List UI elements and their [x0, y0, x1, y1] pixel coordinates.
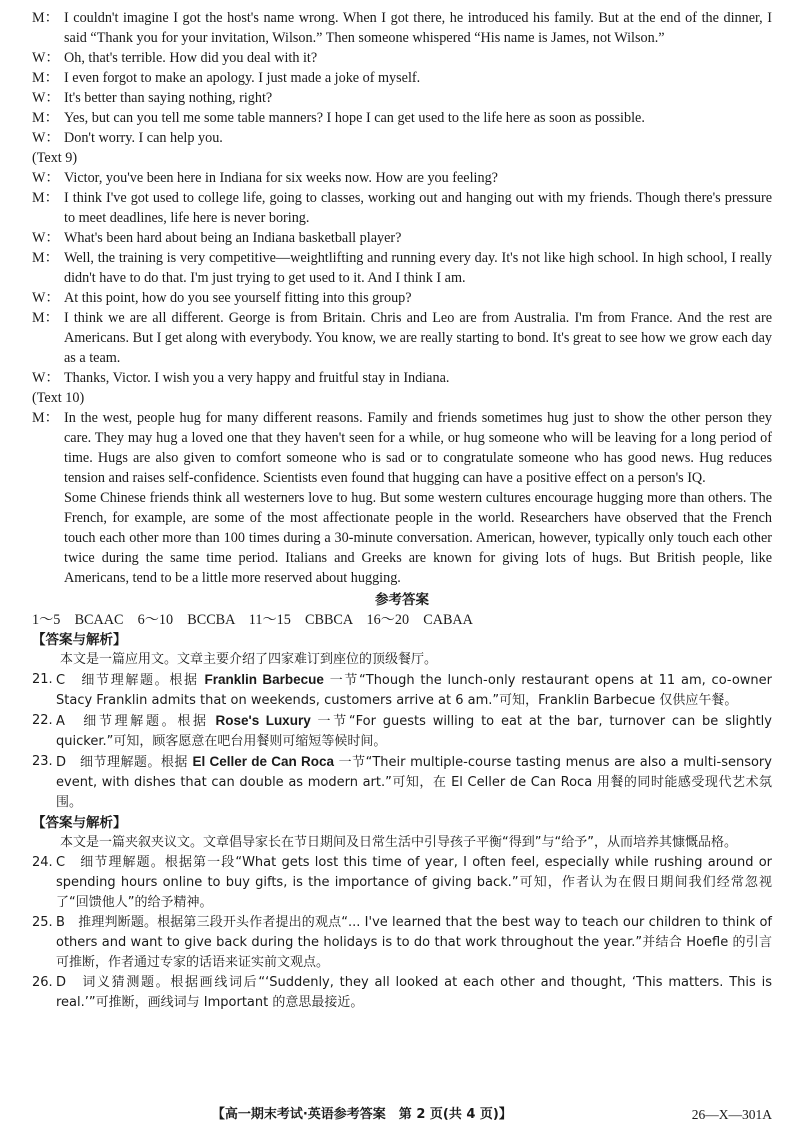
- dialog-line: [32, 168, 772, 188]
- explanation-text: 一节“Though the lunch-only restaurant opens at 11 am, co-owner Stacy Franklin admits that on weekends, customers arrive at 6 am.”可知，Franklin Barbecue 仅供应午餐。: [56, 673, 772, 708]
- explanation-text: B 推理判断题。根据第三段开头作者提出的观点“... I've learned that the best way to teach our children to think of others and want to give back during the holidays is to do that work throughout the year.”并结合 Hoefle 的引言可推断，作者通过专家的话语来证实前文观点。: [56, 915, 772, 970]
- text10-label: (Text 10): [32, 390, 85, 406]
- dialog-text: Victor, you've been here in Indiana for six weeks now. How are you feeling?: [64, 170, 498, 186]
- footer-title: 【高一期末考试·英语参考答案 第 2 页(共 4 页)】: [211, 1107, 512, 1122]
- dialog-line: [32, 188, 772, 228]
- dialog-text: What's been hard about being an Indiana basketball player?: [64, 230, 402, 246]
- section-b-header: 【答案与解析】: [32, 815, 127, 831]
- speaker-label: M：: [32, 110, 59, 126]
- dialog-line: [32, 8, 772, 48]
- speaker-label: W：: [32, 170, 60, 186]
- speaker-label: W：: [32, 370, 60, 386]
- answer-explanation-item: [32, 752, 772, 813]
- section-keyword: Rose's Luxury: [215, 713, 311, 728]
- answer-title: 参考答案: [375, 592, 429, 608]
- section-a-intro: 本文是一篇应用文。文章主要介绍了四家难订到座位的顶级餐厅。: [60, 652, 438, 667]
- dialog-text9: [32, 168, 772, 388]
- dialog-text: Don't worry. I can help you.: [64, 130, 223, 146]
- explanation-text: C 细节理解题。根据第一段“What gets lost this time of year, I often feel, especially while rushing around or spending hours online to buy gifts, is the importance of giving back.”可知，作者认为在假日期间我们经常忽视了“回馈他人”的给予精神。: [56, 855, 772, 910]
- answer-explanation-item: [32, 853, 772, 913]
- explanation-text: 一节“For guests willing to eat at the bar, turnover can be slightly quicker.”可知，顾客愿意在吧台用餐则可缩短等候时间。: [56, 714, 772, 749]
- explanation-text: D 词义猜测题。根据画线词后“‘Suddenly, they all looked at each other and thought, ‘This matters. This is real.’”可推断，画线词与 Important 的意思最接近。: [56, 975, 772, 1010]
- speaker-label: W：: [32, 130, 60, 146]
- text10-passage: [32, 408, 772, 588]
- dialog-line: [32, 288, 772, 308]
- dialog-line: [32, 308, 772, 368]
- explanation-text: D 细节理解题。根据: [56, 755, 193, 770]
- speaker-label: M：: [32, 310, 59, 326]
- dialog-text: I even forgot to make an apology. I just made a joke of myself.: [64, 70, 421, 86]
- answer-explanation-item: [32, 670, 772, 711]
- question-number: 24.: [32, 855, 53, 870]
- answer-key: 1～5 BCAAC 6～10 BCCBA 11～15 CBBCA 16～20 CABAA: [32, 612, 473, 628]
- text10-para2: Some Chinese friends think all westerners love to hug. But some western cultures encourage hugging more than others. The French, for example, are some of the most affectionate people in the world. Researchers have observed that the French touch each other more than 100 times during a 30-minute conversation. American, however, typically only touch each other twice during the same time period. Italians and Greeks are known for giving lots of hugs. But British people, like Americans, tend to be a little more reserved about hugging.: [64, 490, 772, 586]
- text10-speaker: M：: [32, 410, 59, 426]
- dialog-line: [32, 108, 772, 128]
- page-footer: [32, 1105, 772, 1125]
- dialog-line: [32, 128, 772, 148]
- question-number: 22.: [32, 713, 53, 728]
- speaker-label: W：: [32, 90, 60, 106]
- dialog-top: [32, 8, 772, 148]
- dialog-text: It's better than saying nothing, right?: [64, 90, 273, 106]
- answer-explanation-item: [32, 711, 772, 752]
- question-number: 25.: [32, 915, 53, 930]
- explanation-text: 一节“Their multiple-course tasting menus are also a multi-sensory event, with dishes that can double as modern art.”可知，在 El Celler de Can Roca 用餐的同时能感受现代艺术氛围。: [56, 755, 772, 810]
- dialog-text: At this point, how do you see yourself fitting into this group?: [64, 290, 412, 306]
- dialog-text: I think we are all different. George is from Britain. Chris and Leo are from Australia. I'm from France. And the rest are Americans. But I get along with everybody. You know, we are really starting to bond. It's great to see how we grow each day as a team.: [64, 310, 772, 366]
- dialog-line: [32, 88, 772, 108]
- dialog-text: Oh, that's terrible. How did you deal with it?: [64, 50, 318, 66]
- speaker-label: M：: [32, 70, 59, 86]
- speaker-label: W：: [32, 50, 60, 66]
- speaker-label: M：: [32, 190, 59, 206]
- speaker-label: M：: [32, 10, 59, 26]
- dialog-line: [32, 248, 772, 288]
- dialog-line: [32, 368, 772, 388]
- answer-explanation-item: [32, 913, 772, 973]
- question-number: 26.: [32, 975, 53, 990]
- dialog-text: Yes, but can you tell me some table manners? I hope I can get used to the life here as soon as possible.: [64, 110, 645, 126]
- dialog-line: [32, 68, 772, 88]
- speaker-label: W：: [32, 290, 60, 306]
- explanation-text: A 细节理解题。根据: [56, 714, 216, 729]
- speaker-label: W：: [32, 230, 60, 246]
- question-number: 23.: [32, 754, 53, 769]
- section-b-items: [32, 853, 772, 1013]
- section-keyword: Franklin Barbecue: [204, 672, 324, 687]
- text10-para1: In the west, people hug for many different reasons. Family and friends sometimes hug just to show the other person they care. They may hug a loved one that they haven't seen for a while, or hug someone who will be leaving for a long period of time. Hugs are also given to comfort someone who is sad or to congratulate someone who has good news. Hug reduces tension and raises self-confidence. Scientists even found that hugging can have a positive effect on a person's IQ.: [64, 410, 772, 486]
- dialog-line: [32, 228, 772, 248]
- section-a-header: 【答案与解析】: [32, 632, 127, 648]
- section-b-intro: 本文是一篇夹叙夹议文。文章倡导家长在节日期间及日常生活中引导孩子平衡“得到”与“给予”，从而培养其慷慨品格。: [60, 835, 737, 850]
- dialog-text: I think I've got used to college life, going to classes, working out and hanging out with my friends. Though there's pressure to meet deadlines, life here is never boring.: [64, 190, 772, 226]
- dialog-line: [32, 48, 772, 68]
- question-number: 21.: [32, 672, 53, 687]
- dialog-text: I couldn't imagine I got the host's name wrong. When I got there, he introduced his family. But at the end of the dinner, I said “Thank you for your invitation, Wilson.” Then someone whispered “His name is James, not Wilson.”: [64, 10, 772, 46]
- answer-explanation-item: [32, 973, 772, 1013]
- dialog-text: Well, the training is very competitive—weightlifting and running every day. It's not like high school. In high school, I really didn't have to do that. I'm just trying to get used to it. And I think I am.: [64, 250, 772, 286]
- explanation-text: C 细节理解题。根据: [56, 673, 205, 688]
- dialog-text: Thanks, Victor. I wish you a very happy and fruitful stay in Indiana.: [64, 370, 450, 386]
- speaker-label: M：: [32, 250, 59, 266]
- text9-label: (Text 9): [32, 150, 78, 166]
- section-keyword: El Celler de Can Roca: [192, 754, 334, 769]
- footer-code: 26—X—301A: [691, 1107, 772, 1122]
- section-a-items: [32, 670, 772, 813]
